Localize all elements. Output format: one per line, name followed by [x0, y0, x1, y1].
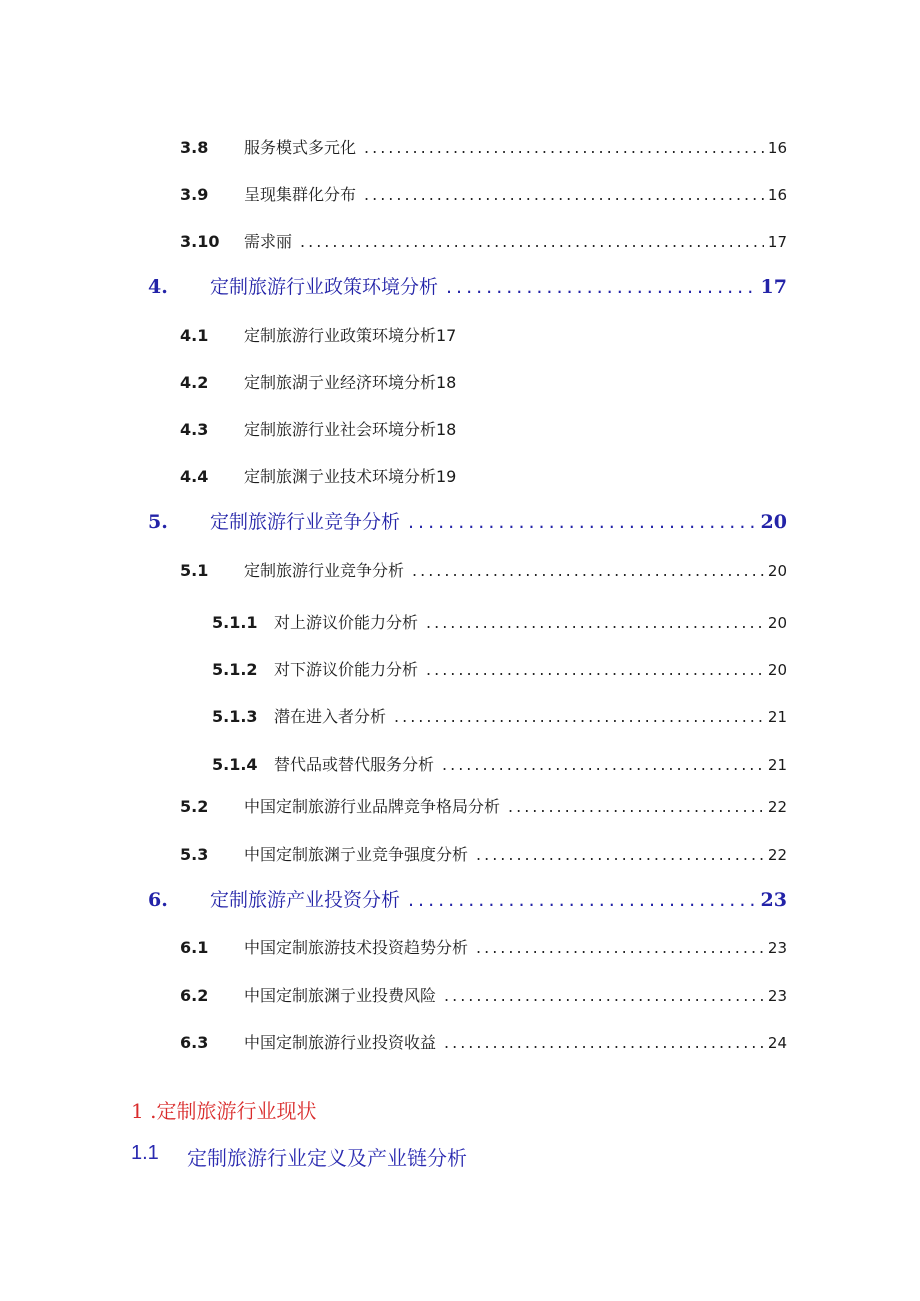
section-heading-title: 定制旅游行业定义及产业链分析	[187, 1146, 467, 1170]
toc-leader	[508, 797, 764, 816]
toc-number: 4.1	[180, 326, 209, 345]
toc-entry-4-1[interactable]	[180, 323, 787, 346]
toc-entry-3-8[interactable]	[180, 135, 787, 158]
section-heading-1: 1 .定制旅游行业现状	[131, 1099, 317, 1123]
toc-number: 5.3	[180, 845, 209, 864]
toc-leader	[444, 986, 764, 1005]
section-heading-1-1	[131, 1142, 467, 1171]
toc-leader	[426, 613, 764, 632]
toc-number: 6.1	[180, 938, 209, 957]
section-heading-number: 1.1	[131, 1142, 159, 1164]
toc-leader	[408, 511, 757, 533]
toc-entry-6-1[interactable]	[180, 935, 787, 958]
toc-title: 定制旅湖亍业经济环境分析18	[244, 373, 457, 392]
toc-title: 潜在进入者分析	[274, 707, 387, 726]
toc-entry-4-3[interactable]	[180, 417, 787, 440]
toc-leader	[446, 276, 757, 298]
toc-leader	[442, 755, 764, 774]
toc-number: 5.	[148, 511, 168, 533]
toc-page-number: 21	[767, 756, 787, 774]
toc-entry-5-3[interactable]	[180, 842, 787, 865]
toc-title: 定制旅渊亍业技术环境分析19	[244, 467, 457, 486]
toc-number: 6.3	[180, 1033, 209, 1052]
toc-number: 3.9	[180, 185, 209, 204]
toc-entry-3-9[interactable]	[180, 182, 787, 205]
toc-leader	[476, 938, 764, 957]
toc-title: 服务模式多元化	[244, 138, 357, 157]
toc-number: 5.1	[180, 561, 209, 580]
toc-number: 4.3	[180, 420, 209, 439]
toc-page-number: 24	[767, 1034, 787, 1052]
toc-page-number: 20	[767, 614, 787, 632]
toc-leader	[408, 889, 757, 911]
toc-page-number: 17	[767, 233, 787, 251]
toc-leader	[364, 138, 764, 157]
toc-title: 替代品或替代服务分析	[274, 755, 435, 774]
toc-title: 定制旅游行业竞争分析	[210, 511, 401, 533]
toc-entry-5[interactable]	[148, 507, 787, 534]
toc-leader	[300, 232, 764, 251]
toc-page-number: 20	[767, 661, 787, 679]
toc-entry-3-10[interactable]	[180, 229, 787, 252]
toc-entry-4-4[interactable]	[180, 464, 787, 487]
toc-page-number: 20	[767, 562, 787, 580]
toc-title: 中国定制旅游行业投资收益	[244, 1033, 437, 1052]
toc-title: 定制旅游行业竞争分析	[244, 561, 405, 580]
toc-leader	[412, 561, 764, 580]
toc-page-number: 23	[767, 987, 787, 1005]
toc-page-number: 16	[767, 139, 787, 157]
toc-entry-6-2[interactable]	[180, 983, 787, 1006]
toc-number: 4.2	[180, 373, 209, 392]
toc-number: 5.1.4	[212, 755, 258, 774]
toc-entry-5-1[interactable]	[180, 558, 787, 581]
toc-title: 对上游议价能力分析	[274, 613, 419, 632]
toc-entry-6[interactable]	[148, 885, 787, 912]
toc-entry-5-1-4[interactable]	[212, 752, 787, 775]
toc-number: 4.4	[180, 467, 209, 486]
toc-title: 需求丽	[244, 232, 293, 251]
toc-leader	[444, 1033, 764, 1052]
toc-page-number: 21	[767, 708, 787, 726]
toc-leader	[364, 185, 764, 204]
toc-entry-5-2[interactable]	[180, 794, 787, 817]
toc-leader	[476, 845, 764, 864]
toc-number: 6.2	[180, 986, 209, 1005]
toc-number: 3.8	[180, 138, 209, 157]
toc-title: 中国定制旅渊亍业竞争强度分析	[244, 845, 469, 864]
toc-page-number: 23	[760, 889, 787, 911]
toc-page-number: 22	[767, 798, 787, 816]
toc-entry-5-1-1[interactable]	[212, 610, 787, 633]
toc-page-number: 22	[767, 846, 787, 864]
toc-page-number: 20	[760, 511, 787, 533]
toc-entry-4-2[interactable]	[180, 370, 787, 393]
toc-title: 呈现集群化分布	[244, 185, 357, 204]
toc-entry-6-3[interactable]	[180, 1030, 787, 1053]
toc-entry-5-1-3[interactable]	[212, 704, 787, 727]
toc-entry-5-1-2[interactable]	[212, 657, 787, 680]
toc-page-number: 16	[767, 186, 787, 204]
toc-title: 定制旅游行业政策环境分析17	[244, 326, 457, 345]
toc-title: 定制旅游行业社会环境分析18	[244, 420, 457, 439]
toc-number: 5.1.1	[212, 613, 258, 632]
toc-number: 4.	[148, 276, 168, 298]
toc-leader	[426, 660, 764, 679]
toc-number: 6.	[148, 889, 168, 911]
toc-page-number: 23	[767, 939, 787, 957]
toc-title: 定制旅游行业政策环境分析	[210, 276, 439, 298]
toc-page-number: 17	[760, 276, 787, 298]
toc-entry-4[interactable]	[148, 272, 787, 299]
toc-title: 定制旅游产业投资分析	[210, 889, 401, 911]
toc-number: 5.1.3	[212, 707, 258, 726]
toc-number: 5.2	[180, 797, 209, 816]
toc-title: 中国定制旅渊亍业投费风险	[244, 986, 437, 1005]
toc-leader	[394, 707, 764, 726]
toc-title: 中国定制旅游行业品牌竞争格局分析	[244, 797, 501, 816]
toc-title: 中国定制旅游技术投资趋势分析	[244, 938, 469, 957]
toc-number: 5.1.2	[212, 660, 258, 679]
toc-title: 对下游议价能力分析	[274, 660, 419, 679]
toc-number: 3.10	[180, 232, 220, 251]
